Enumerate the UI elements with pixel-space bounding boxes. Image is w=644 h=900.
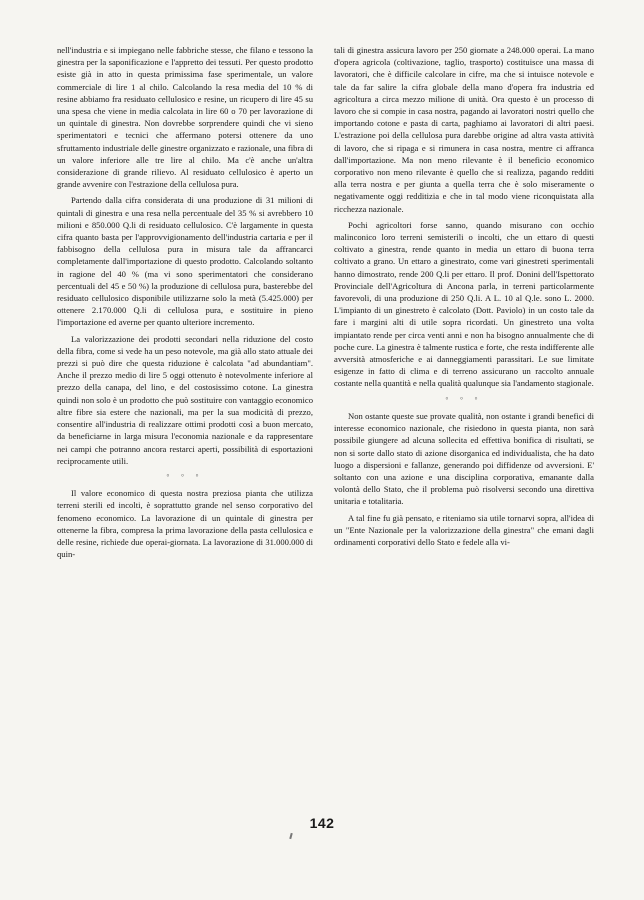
left-paragraph-4: Il valore economico di questa nostra preziosa pianta che utilizza terreni sterili ed incolti, è soprattutto grande nel senso corporativo del fenomeno economico. La lavorazione di un quintale di ginestra per ottenerne la fibra, compresa la prima lavorazione della pasta cellulosica e delle resine, richiede due operai-giornata. La lavorazione di 31.000.000 di quin- — [57, 488, 313, 560]
right-paragraph-1: tali di ginestra assicura lavoro per 250 giornate a 248.000 operai. La mano d'opera agricola (coltivazione, taglio, trasporto) costituisce una massa di lavoratori, che è difficile calcolare in cifre, ma che si intuisce notevole e tale da far salire la cifra globale della mano d'opera fra industria ed agricoltura a circa mezzo milione di unità. Ora questo è un processo di lavoro che si compie in casa nostra, pagando ai lavoratori nostri quello che importando cotone e pasta di carta, paghiamo ai lavoratori di altri paesi. L'estrazione poi della cellulosa pura darebbe origine ad altra vasta attività di lavoro, che si ripaga e si rimunera in casa nostra, mentre ci affranca dall'importazione. Ma non meno rilevante è il beneficio economico corporativo non meno rilevante è quello che si realizza, pagando redditi alla terra nostra e per giunta a quella terra che è solo miseramente o negativamente oggi redditizia e che in tal modo viene riconquistata alla ricchezza nazionale. — [334, 45, 594, 214]
right-paragraph-2: Pochi agricoltori forse sanno, quando misurano con occhio malinconico loro terreni semisterili o incolti, che un ettaro di questi coltivato a ginestra, rende quanto in media un ettaro di buona terra coltivato a grano. Un ettaro a ginestrato, come vari ginestreti sperimentali hanno dimostrato, rende 200 Q.li per ettaro. Il prof. Donini dell'Ispettorato Provinciale dell'Agricoltura di Ancona parla, in terreni particolarmente favorevoli, di una produzione di 250 Q.li. A L. 10 al Q.le. sono L. 2000. L'impianto di un ginestreto è calcolato (Dott. Paviolo) in un costo tale da fare i margini alti di utile sopra ricordati. Un ginestreto una volta impiantato rende per circa venti anni e non ha bisogno annualmente che di poche cure. La ginestra è talmente rustica e forte, che resta indifferente alle avversità atmosferiche e ai danneggiamenti parassitari. Le sue limitate esigenze in fatto di clima e di terreno assicurano un raccolto annuale costante nella quantità e nella qualità qualunque sia l'andamento stagionale. — [334, 219, 594, 389]
section-separator: ° ° ° — [166, 472, 204, 481]
page-number: 142 — [309, 815, 335, 831]
left-paragraph-1: nell'industria e si impiegano nelle fabbriche stesse, che filano e tessono la ginestra per la saponificazione e l'appretto dei tessuti. Per questo prodotto esiste già in atto in questa primissima fase sperimentale, un valore commerciale di lire 1 al chilo. Calcolando la resa media del 10 % di resine abbiamo fra residuato cellulosico e resine, un ricupero di lire 45 su una spesa che viene in media calcolata in lire 60 o 70 per lavorazione di un quintale di ginestra. Non dovrebbe sorprendere quindi che vi sieno sperimentatori e tecnici che affermano potersi ottenere da uno sfruttamento industriale delle ginestre organizzato e razionale, una fibra di un valore inferiore alle tre lire al chilo. Ma c'è anche un'altra considerazione di grande rilievo. Al residuato cellulosico è aperto un grande avvenire con l'estrazione della cellulosa pura. — [57, 45, 313, 190]
left-paragraph-3: La valorizzazione dei prodotti secondari nella riduzione del costo della fibra, come si vede ha un peso notevole, ma già allo stato attuale dei prezzi si può dire che questa riduzione è calcolata "ad abundantiam". Anche il prezzo medio di lire 5 oggi ottenuto è notevolmente inferiore al prezzo della canapa, del lino, e del costosissimo cotone. La ginestra quindi non solo è un prodotto che può sostituire con vantaggio economico altre fibre sia estere che nazionali, ma per la sua modicità di prezzo, consentire all'industria di realizzare ottimi prodotti così a buon mercato, da beneficiarne in larga misura l'economia nazionale e da rappresentare nei campi che potranno ancora restarci aperti, possibilità di esportazioni reciprocamente utili. — [57, 333, 313, 466]
section-separator: ° ° ° — [445, 395, 483, 404]
right-column — [334, 44, 594, 548]
right-paragraph-4: A tal fine fu già pensato, e riteniamo sia utile tornarvi sopra, all'idea di un "Ente Nazionale per la valorizzazione della ginestra" che emani dagli ordinamenti corporativi dello Stato e fedele alla vi- — [334, 512, 594, 547]
left-paragraph-2: Partendo dalla cifra considerata di una produzione di 31 milioni di quintali di ginestra e una resa nella percentuale del 35 % si avrebbero 10 milioni e 850.000 Q.li di residuato cellulosico. C'è largamente in questa cifra quanto basta per l'approvvigionamento dell'industria cartaria e per il fabbisogno della cellulosa pura in misura tale da affrancarci completamente dall'importazione di questo prodotto. Calcolando soltanto in ragione del 40 % (ma vi sono sperimentatori che considerano percentuali del 45 e 50 %) la produzione di cellulosa pura, basterebbe del residuato cellulosico disponibile utilizzarne solo la metà (5.425.000) per ottenere 2.170.000 Q.li di cellulosa pura, e sostituire in pieno l'importazione ed averne per quanto ulteriore incremento. — [57, 195, 313, 328]
left-column — [57, 44, 313, 560]
print-speck — [289, 833, 292, 839]
right-paragraph-3: Non ostante queste sue provate qualità, non ostante i grandi benefici di interesse economico nazionale, che risiedono in questa pianta, non sarà possibile giungere ad alcuna sollecita ed effettiva bonifica di risultati, se non si sorte dallo stato di azione disorganica ed individualista, che ha dato luogo a dispersioni e fallanze, generando poi diffidenze od avversioni. E' soltanto con una azione e una disciplina corporativa, emanante dalla volontà dello Stato, che il problema può risolversi secondo una direttiva unitaria e totalitaria. — [334, 410, 594, 507]
